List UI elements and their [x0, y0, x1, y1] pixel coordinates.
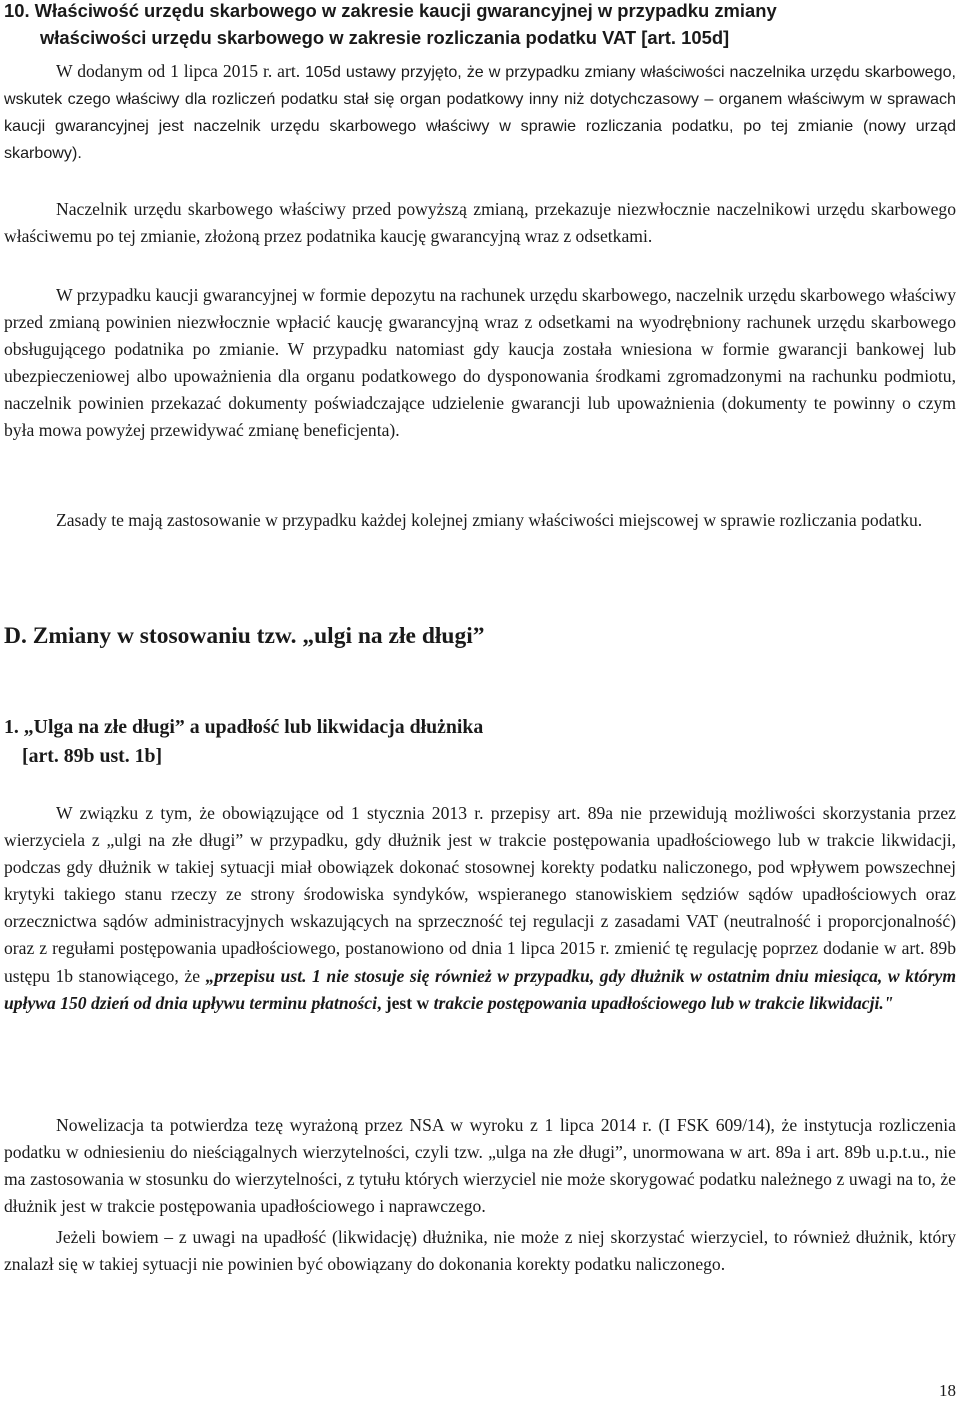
- paragraph-7-block: [4, 1224, 956, 1278]
- paragraph-6-block: [4, 1112, 956, 1220]
- paragraph-6: Nowelizacja ta potwierdza tezę wyrażoną przez NSA w wyroku z 1 lipca 2014 r. (I FSK 609/14), że instytucja rozliczenia podatku w odniesieniu do nieściągalnych wierzytelności, czyli tzw. „ulga na złe długi”, unormowana w art. 89a i art. 89b u.p.t.u., nie ma zastosowania w stosunku do wierzytelności, z tytułu których wierzyciel nie może skorygować podatku należnego z uwagi na to, że dłużnik jest w trakcie postępowania upadłościowego i naprawczego.: [4, 1115, 956, 1217]
- paragraph-1: [4, 58, 956, 167]
- paragraph-1-rest: 105d ustawy przyjęto, że w przypadku zmiany właściwości naczelnika urzędu skarbowego, wskutek czego właściwy dla rozliczeń podatku stał się organ podatkowy inny niż dotychczasowy – organem właściwym w sprawach kaucji gwarancyjnej jest naczelnik urzędu skarbowego właściwy w sprawie rozliczania podatku, po tej zmianie (nowy urząd skarbowy).: [4, 63, 956, 163]
- paragraph-1-start: W dodanym od 1 lipca 2015 r. art.: [56, 61, 301, 81]
- subsection-1-title: 1. „Ulga na złe długi” a upadłość lub likwidacja dłużnika: [4, 716, 484, 738]
- paragraph-2: Naczelnik urzędu skarbowego właściwy przed powyższą zmianą, przekazuje niezwłocznie naczelnikowi urzędu skarbowego właściwemu po tej zmianie, złożoną przez podatnika kaucję gwarancyjną wraz z odsetkami.: [4, 199, 956, 247]
- paragraph-5-block: [4, 800, 956, 1017]
- paragraph-4-block: [4, 507, 956, 534]
- page-number: 18: [939, 1381, 956, 1400]
- paragraph-4: Zasady te mają zastosowanie w przypadku każdej kolejnej zmiany właściwości miejscowej w sprawie rozliczania podatku.: [56, 510, 923, 530]
- paragraph-5-quote-2: trakcie postępowania upadłościowego lub w trakcie likwidacji.": [433, 992, 894, 1013]
- section-10-heading: [4, 0, 956, 51]
- section-10-title-line-1: 10. Właściwość urzędu skarbowego w zakresie kaucji gwarancyjnej w przypadku zmiany: [4, 0, 777, 21]
- paragraph-5-text: W związku z tym, że obowiązujące od 1 stycznia 2013 r. przepisy art. 89a nie przewidują możliwości skorzystania przez wierzyciela z „ulgi na złe długi” w przypadku, gdy dłużnik jest w trakcie postępowania upadłościowego lub w trakcie likwidacji, podczas gdy dłużnik w takiej sytuacji miał obowiązek dokonać stosownej korekty podatku naliczonego, pod wpływem powszechnej krytyki takiego stanu rzeczy ze strony środowiska syndyków, wspieranego stanowiskiem sędziów sądów upadłościowych oraz orzecznictwa sądów administracyjnych wskazujących na sprzeczność tej regulacji z zasadami VAT (neutralność i proporcjonalność) oraz z regułami postępowania upadłościowego, postanowiono od dnia 1 lipca 2015 r. zmienić tę regulację poprzez dodanie w art. 89b ustępu 1b stanowiącego, że: [4, 803, 956, 986]
- paragraph-7: Jeżeli bowiem – z uwagi na upadłość (likwidację) dłużnika, nie może z niej skorzystać wierzyciel, to również dłużnik, który znalazł się w takiej sytuacji nie powinien być obowiązany do dokonania korekty podatku naliczonego.: [4, 1227, 956, 1275]
- subsection-1-article-ref: [art. 89b ust. 1b]: [22, 745, 163, 767]
- paragraph-5-mid: , jest w: [376, 992, 434, 1013]
- section-10-title-line-2: właściwości urzędu skarbowego w zakresie rozliczania podatku VAT [art. 105d]: [40, 27, 730, 48]
- section-d-heading: D. Zmiany w stosowaniu tzw. „ulgi na złe długi”: [4, 623, 485, 649]
- subsection-1-heading: [4, 713, 904, 771]
- paragraph-5: [4, 800, 956, 1017]
- paragraph-3: W przypadku kaucji gwarancyjnej w formie depozytu na rachunek urzędu skarbowego, naczelnik urzędu skarbowego właściwy przed zmianą powinien niezwłocznie wpłacić kaucję gwarancyjną wraz z odsetkami na wyodrębniony rachunek urzędu skarbowego obsługującego podatnika po zmianie. W przypadku natomiast gdy kaucja została wniesiona w formie gwarancji bankowej lub ubezpieczeniowej albo upoważnienia dla organu podatkowego do dysponowania środkami zgromadzonymi na rachunku podmiotu, naczelnik powinien przekazać dokumenty poświadczające udzielenie gwarancji lub upoważnienia (dokumenty te powinny o czym była mowa powyżej przewidywać zmianę beneficjenta).: [4, 285, 956, 441]
- paragraph-2-block: [4, 196, 956, 250]
- paragraph-5-quote-1: „przepisu ust. 1 nie stosuje się również w przypadku, gdy dłużnik w ostatnim dniu miesiąca, w którym upływa 150 dzień od dnia upływu terminu płatności: [4, 965, 957, 1013]
- section-10-body: [4, 58, 956, 167]
- paragraph-3-block: [4, 282, 956, 445]
